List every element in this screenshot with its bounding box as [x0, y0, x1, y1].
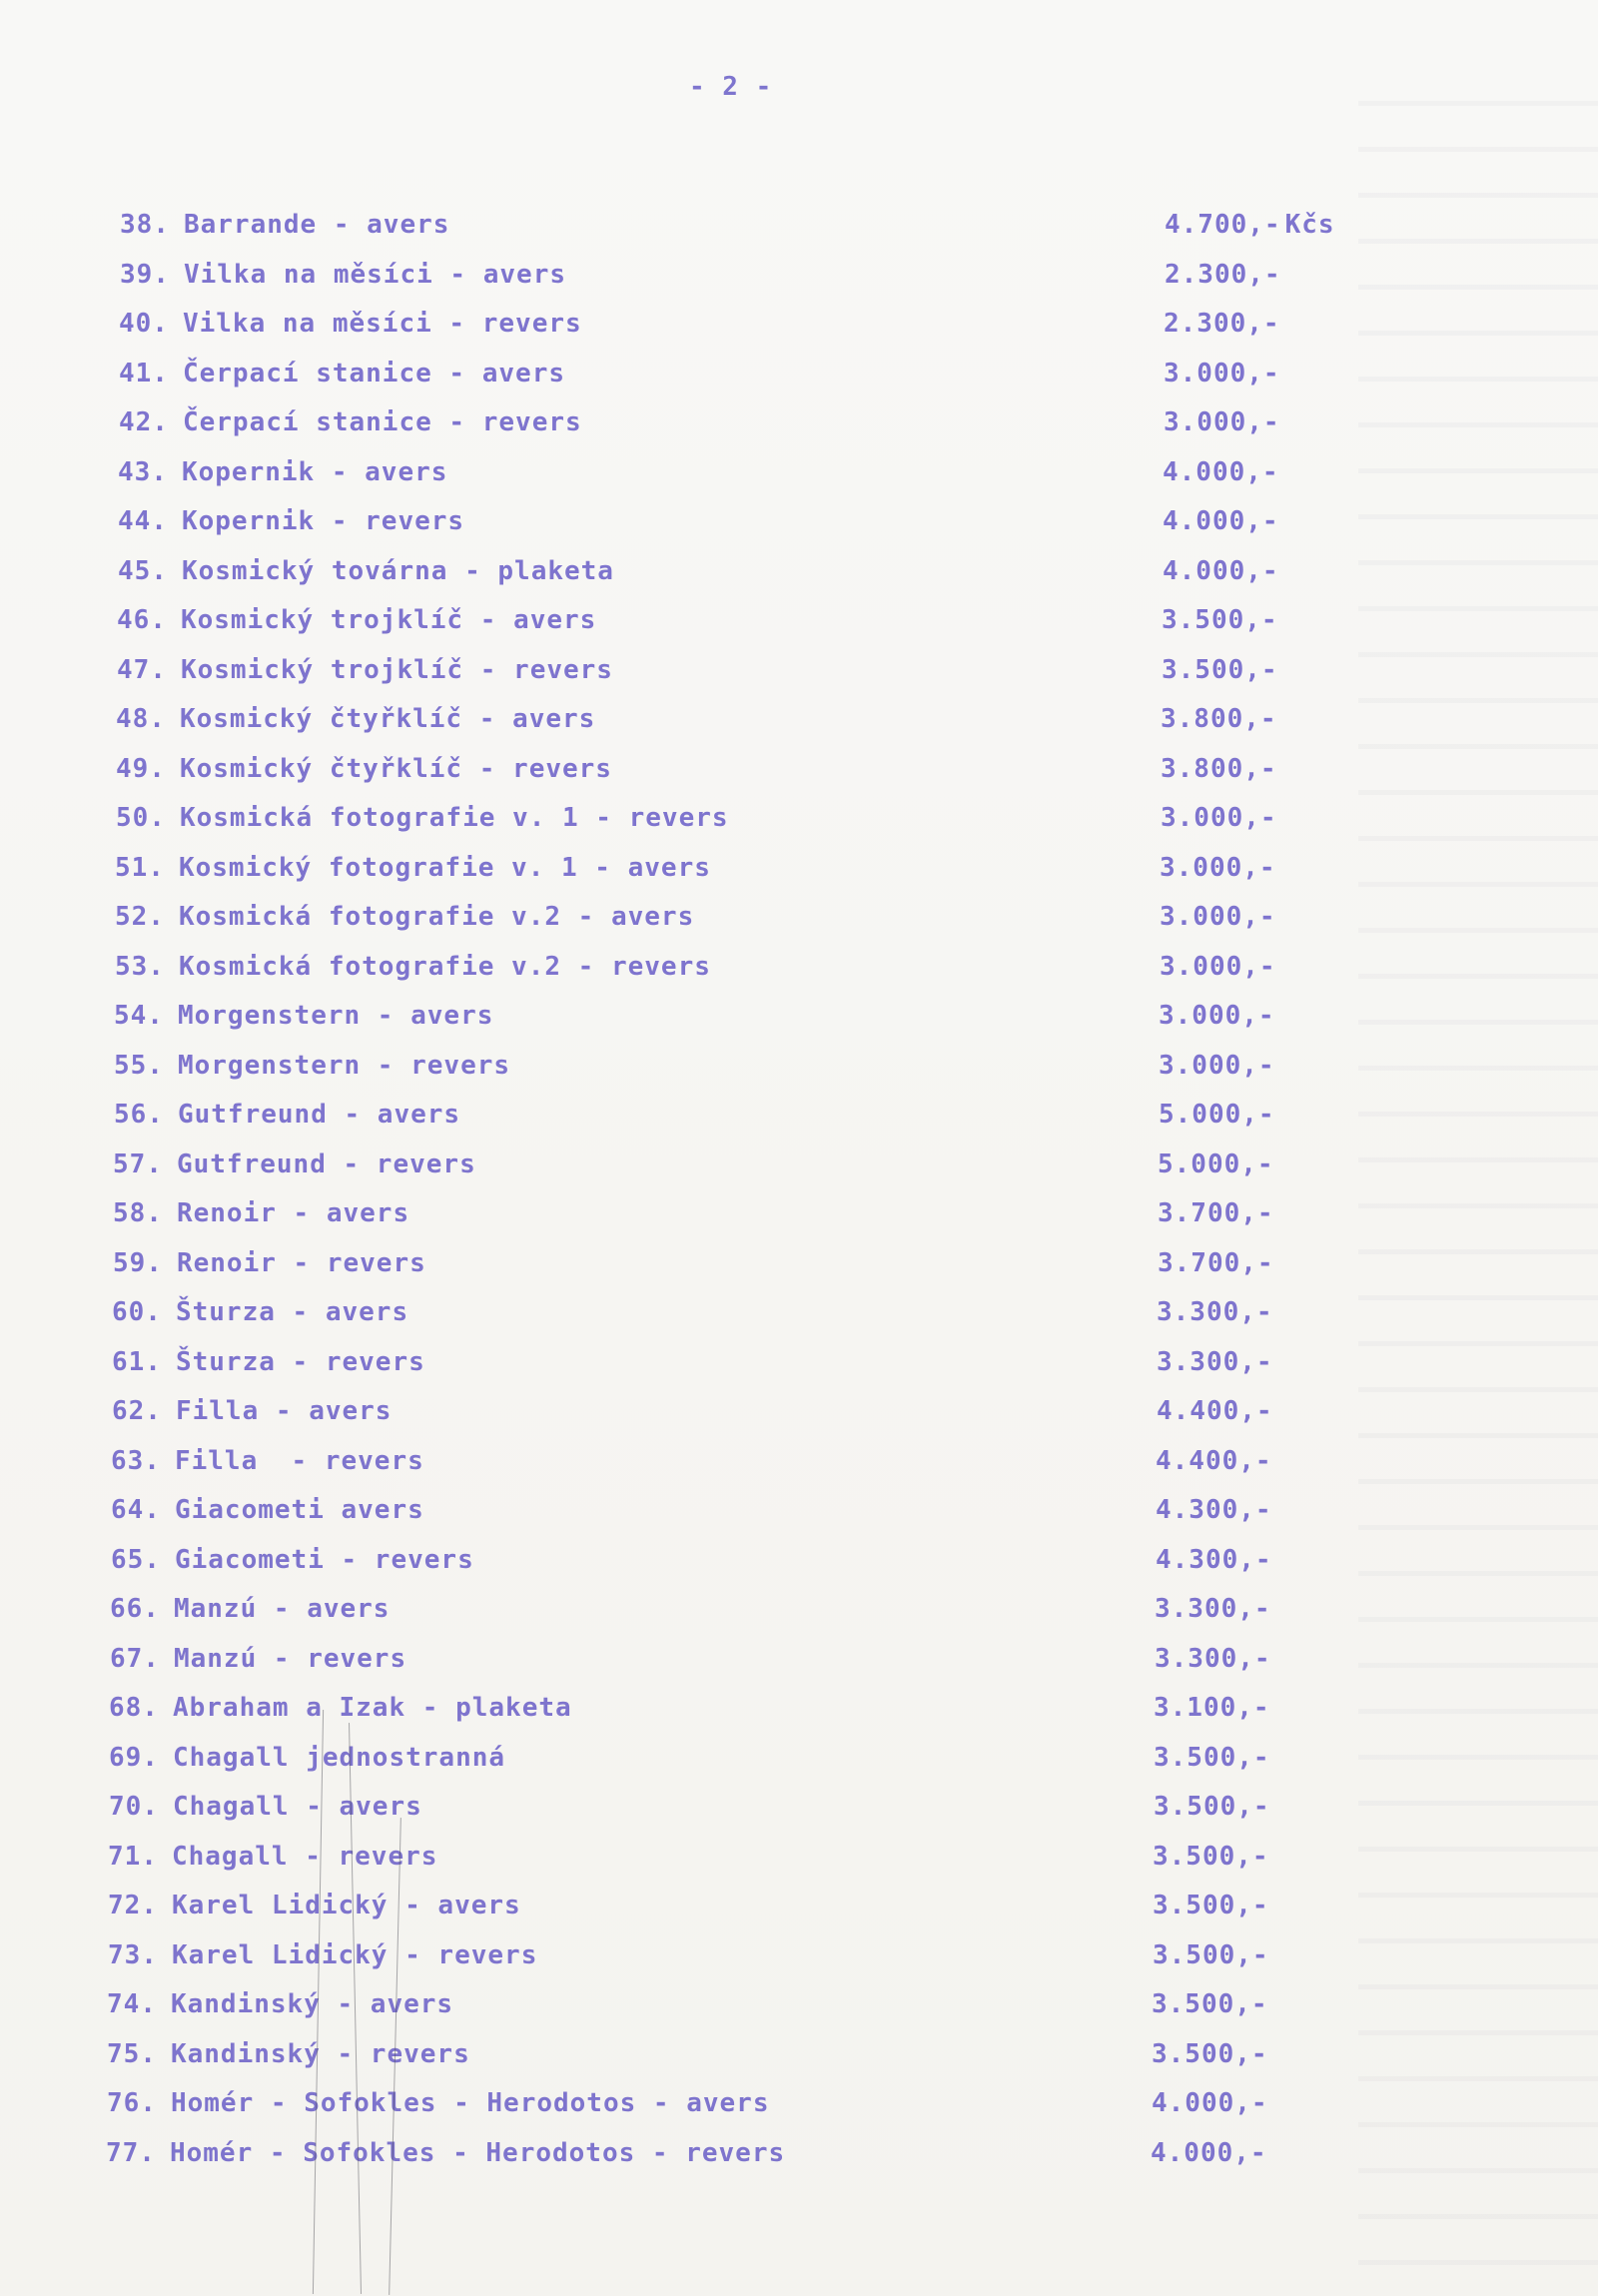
- list-item: [0, 1891, 1586, 1940]
- item-price: [1160, 952, 1276, 982]
- item-number: 39.: [120, 259, 170, 290]
- item-price: [1157, 1347, 1273, 1377]
- item-price: [1159, 1100, 1275, 1130]
- item-price: [1153, 1940, 1269, 1970]
- item-label: [106, 2138, 785, 2168]
- list-item: [0, 1693, 1587, 1743]
- item-label: [112, 1347, 425, 1377]
- item-title: Manzú - revers: [173, 1643, 407, 1674]
- list-item: [0, 556, 1596, 606]
- item-number: 43.: [118, 456, 168, 487]
- item-title: Giacometi avers: [174, 1495, 424, 1525]
- item-title: Manzú - avers: [173, 1594, 391, 1624]
- list-item: [0, 1051, 1592, 1101]
- list-item: [0, 309, 1597, 359]
- item-price-value: 3.500,-: [1162, 654, 1278, 685]
- list-item: [0, 1248, 1591, 1298]
- item-label: [118, 506, 464, 536]
- item-price-value: 4.400,-: [1157, 1396, 1273, 1426]
- item-number: 45.: [118, 555, 168, 586]
- item-price-value: 4.000,-: [1163, 555, 1279, 586]
- item-label: [119, 309, 582, 339]
- item-title: Kosmická fotografie v.2 - revers: [178, 951, 711, 982]
- item-label: [119, 359, 565, 388]
- list-item: [0, 1594, 1588, 1644]
- item-number: 46.: [117, 605, 167, 635]
- item-number: 76.: [107, 2088, 157, 2118]
- list-item: [0, 1100, 1592, 1149]
- list-item: [0, 1792, 1587, 1842]
- list-item: [0, 1198, 1591, 1248]
- list-item: [0, 2088, 1585, 2138]
- item-title: Kosmická fotografie v. 1 - revers: [179, 803, 729, 833]
- item-label: [116, 754, 612, 784]
- item-number: 77.: [106, 2137, 156, 2168]
- item-label: [107, 1989, 453, 2019]
- item-label: [108, 1891, 521, 1920]
- item-title: Chagall jednostranná: [172, 1742, 506, 1773]
- item-number: 56.: [114, 1100, 164, 1130]
- item-price-value: 3.300,-: [1155, 1594, 1271, 1624]
- item-price-value: 2.300,-: [1164, 309, 1280, 339]
- list-item: [0, 1644, 1588, 1694]
- item-price-value: 3.500,-: [1154, 1792, 1270, 1822]
- item-price: [1154, 1693, 1270, 1723]
- item-label: [111, 1495, 424, 1525]
- item-label: [118, 556, 614, 586]
- item-price-value: 4.000,-: [1163, 506, 1279, 536]
- item-price-value: 4.300,-: [1156, 1544, 1272, 1575]
- item-price: [1161, 704, 1277, 734]
- list-item: [0, 1347, 1590, 1397]
- item-label: [108, 1940, 537, 1970]
- item-price: [1156, 1545, 1272, 1575]
- item-title: Kandinský - revers: [170, 2038, 470, 2069]
- item-price-value: 3.000,-: [1160, 902, 1276, 932]
- item-number: 47.: [117, 654, 167, 685]
- item-price: [1165, 260, 1281, 290]
- item-price: [1164, 407, 1280, 437]
- item-label: [108, 1842, 437, 1872]
- item-price: [1160, 853, 1276, 883]
- item-price-value: 4.000,-: [1163, 456, 1279, 487]
- item-price: [1163, 556, 1279, 586]
- item-title: Filla - avers: [175, 1396, 393, 1426]
- item-price-value: 3.500,-: [1153, 1939, 1269, 1970]
- item-price: [1158, 1248, 1274, 1278]
- item-title: Šturza - revers: [175, 1346, 425, 1377]
- list-item: [0, 704, 1594, 754]
- item-label: [115, 902, 694, 932]
- item-number: 48.: [116, 704, 166, 734]
- item-label: [113, 1248, 426, 1278]
- item-price: [1157, 1297, 1273, 1327]
- list-item: [0, 952, 1593, 1002]
- item-number: 72.: [108, 1891, 158, 1920]
- item-price-value: 4.000,-: [1152, 2088, 1268, 2118]
- item-price: [1161, 754, 1277, 784]
- item-number: 62.: [112, 1396, 162, 1426]
- list-item: [0, 407, 1597, 457]
- item-title: Kosmický čtyřklíč - revers: [179, 753, 612, 784]
- item-title: Kopernik - revers: [181, 506, 465, 536]
- item-price-value: 2.300,-: [1165, 259, 1281, 290]
- item-label: [116, 803, 729, 833]
- item-price-value: 4.300,-: [1156, 1495, 1272, 1525]
- item-title: Giacometi - revers: [174, 1544, 474, 1575]
- item-title: Morgenstern - avers: [177, 1001, 494, 1031]
- currency-label: Kčs: [1284, 210, 1335, 240]
- list-item: [0, 506, 1596, 556]
- item-title: Kopernik - avers: [181, 456, 448, 487]
- page-number: - 2 -: [689, 72, 773, 102]
- item-price: [1160, 902, 1276, 932]
- item-price-value: 4.700,-: [1165, 210, 1281, 240]
- item-label: [119, 407, 582, 437]
- item-price-value: 3.700,-: [1158, 1198, 1274, 1228]
- item-number: 38.: [120, 210, 170, 240]
- item-title: Karel Lidický - avers: [171, 1891, 521, 1920]
- item-price-value: 3.000,-: [1161, 803, 1277, 833]
- list-item: [0, 1149, 1591, 1199]
- item-price: [1164, 359, 1280, 388]
- item-price-value: 3.100,-: [1154, 1693, 1270, 1723]
- item-label: [110, 1594, 390, 1624]
- item-title: Kosmický továrna - plaketa: [181, 555, 614, 586]
- item-price: [1162, 655, 1278, 685]
- item-label: [117, 655, 613, 685]
- item-price: [1158, 1149, 1274, 1179]
- item-label: [107, 2039, 470, 2069]
- item-number: 71.: [108, 1841, 158, 1872]
- item-label: [116, 704, 595, 734]
- item-number: 63.: [111, 1445, 161, 1476]
- list-item: [0, 457, 1596, 507]
- item-price: [1163, 506, 1279, 536]
- item-price: [1155, 1594, 1271, 1624]
- list-item: [0, 1001, 1592, 1051]
- item-price: [1157, 1396, 1273, 1426]
- item-number: 51.: [115, 852, 165, 883]
- list-item: [0, 1940, 1586, 1990]
- item-title: Homér - Sofokles - Herodotos - avers: [170, 2088, 770, 2118]
- item-price-value: 3.500,-: [1152, 2038, 1268, 2069]
- item-price: [1154, 1743, 1270, 1773]
- list-item: [0, 754, 1594, 804]
- item-label: [118, 457, 447, 487]
- item-price-value: 3.000,-: [1164, 407, 1280, 437]
- item-label: [120, 210, 449, 240]
- item-price-value: 3.300,-: [1157, 1346, 1273, 1377]
- item-price: [1158, 1198, 1274, 1228]
- item-title: Filla - revers: [174, 1445, 424, 1476]
- item-number: 54.: [114, 1001, 164, 1031]
- item-title: Homér - Sofokles - Herodotos - revers: [169, 2137, 786, 2168]
- item-number: 74.: [107, 1989, 157, 2019]
- item-title: Karel Lidický - revers: [171, 1939, 538, 1970]
- item-label: [109, 1743, 505, 1773]
- item-number: 57.: [113, 1148, 163, 1179]
- item-title: Renoir - revers: [176, 1247, 426, 1278]
- list-item: [0, 1743, 1587, 1793]
- item-label: [115, 952, 711, 982]
- item-number: 59.: [113, 1247, 163, 1278]
- item-title: Vilka na měsíci - avers: [183, 259, 566, 290]
- list-item: [0, 1842, 1586, 1892]
- item-price: [1161, 803, 1277, 833]
- item-number: 52.: [115, 902, 165, 932]
- item-number: 50.: [116, 803, 166, 833]
- item-price: [1151, 2138, 1267, 2168]
- item-title: Gutfreund - avers: [177, 1100, 461, 1130]
- item-number: 60.: [112, 1297, 162, 1327]
- item-price-value: 4.000,-: [1151, 2137, 1267, 2168]
- item-price: [1153, 1891, 1269, 1920]
- item-number: 40.: [119, 309, 169, 339]
- item-title: Gutfreund - revers: [176, 1148, 476, 1179]
- item-label: [113, 1198, 409, 1228]
- list-item: [0, 2039, 1585, 2089]
- item-label: [109, 1792, 422, 1822]
- item-number: 67.: [110, 1643, 160, 1674]
- item-price-value: 3.500,-: [1152, 1989, 1268, 2019]
- item-number: 61.: [112, 1346, 162, 1377]
- item-price: [1159, 1051, 1275, 1081]
- item-price: [1155, 1644, 1271, 1674]
- item-label: [115, 853, 711, 883]
- item-number: 44.: [118, 506, 168, 536]
- item-price: [1156, 1495, 1272, 1525]
- item-price: [1164, 309, 1280, 339]
- item-number: 53.: [115, 951, 165, 982]
- list-item: [0, 1989, 1585, 2039]
- item-label: [111, 1446, 424, 1476]
- item-price-value: 3.800,-: [1161, 753, 1277, 784]
- item-label: [113, 1149, 476, 1179]
- item-price: [1163, 457, 1279, 487]
- item-number: 68.: [109, 1693, 159, 1723]
- item-price-value: 3.700,-: [1158, 1247, 1274, 1278]
- list-item: [0, 1545, 1589, 1595]
- item-title: Kosmický trojklíč - revers: [180, 654, 613, 685]
- item-label: [114, 1001, 493, 1031]
- item-label: [107, 2088, 770, 2118]
- item-title: Vilka na měsíci - revers: [182, 309, 582, 339]
- item-price-value: 3.300,-: [1155, 1643, 1271, 1674]
- item-title: Kosmický čtyřklíč - avers: [179, 704, 596, 734]
- list-item: [0, 902, 1593, 952]
- item-number: 66.: [110, 1594, 160, 1624]
- item-title: Abraham a Izak - plaketa: [172, 1693, 572, 1723]
- item-price-value: 4.400,-: [1156, 1445, 1272, 1476]
- item-price-value: 3.300,-: [1157, 1297, 1273, 1327]
- list-item: [0, 605, 1595, 655]
- item-price-value: 3.500,-: [1162, 605, 1278, 635]
- item-title: Renoir - avers: [176, 1198, 410, 1228]
- item-label: [112, 1396, 392, 1426]
- item-price-value: 5.000,-: [1159, 1100, 1275, 1130]
- item-number: 42.: [119, 407, 169, 437]
- list-item: [0, 210, 1598, 260]
- item-label: [112, 1297, 408, 1327]
- item-price-value: 3.500,-: [1153, 1891, 1269, 1920]
- item-price-value: 3.000,-: [1164, 358, 1280, 388]
- item-title: Kosmický fotografie v. 1 - avers: [178, 852, 711, 883]
- item-price-value: 3.500,-: [1154, 1742, 1270, 1773]
- item-title: Čerpací stanice - revers: [182, 407, 582, 437]
- item-label: [120, 260, 566, 290]
- item-price-value: 3.000,-: [1160, 852, 1276, 883]
- list-item: [0, 260, 1598, 310]
- item-number: 65.: [111, 1544, 161, 1575]
- item-title: Šturza - avers: [175, 1297, 409, 1327]
- item-price-value: 3.000,-: [1160, 951, 1276, 982]
- item-price-value: 3.500,-: [1153, 1841, 1269, 1872]
- item-price-value: 3.000,-: [1159, 1050, 1275, 1081]
- item-number: 41.: [119, 358, 169, 388]
- item-number: 58.: [113, 1198, 163, 1228]
- item-label: [114, 1051, 510, 1081]
- item-price: [1162, 605, 1278, 635]
- item-price: [1153, 1842, 1269, 1872]
- item-price: [1154, 1792, 1270, 1822]
- item-label: [110, 1644, 406, 1674]
- item-title: Chagall - revers: [171, 1841, 438, 1872]
- list-item: [0, 1495, 1589, 1545]
- item-label: [109, 1693, 572, 1723]
- list-item: [0, 1396, 1590, 1446]
- item-number: 49.: [116, 753, 166, 784]
- list-item: [0, 655, 1595, 705]
- item-label: [114, 1100, 460, 1130]
- item-title: Čerpací stanice - avers: [182, 358, 565, 388]
- item-number: 70.: [109, 1792, 159, 1822]
- item-title: Chagall - avers: [172, 1792, 422, 1822]
- price-list: [0, 210, 1598, 2187]
- list-item: [0, 2138, 1584, 2188]
- item-price-value: 3.000,-: [1159, 1001, 1275, 1031]
- item-label: [117, 605, 596, 635]
- item-price: [1152, 1989, 1268, 2019]
- list-item: [0, 853, 1593, 903]
- item-number: 64.: [111, 1495, 161, 1525]
- list-item: [0, 803, 1594, 853]
- item-title: Morgenstern - revers: [177, 1050, 511, 1081]
- item-number: 73.: [108, 1939, 158, 1970]
- item-title: Kosmický trojklíč - avers: [180, 605, 597, 635]
- item-price: [1156, 1446, 1272, 1476]
- item-label: [111, 1545, 474, 1575]
- item-price: [1152, 2088, 1268, 2118]
- item-price: [1159, 1001, 1275, 1031]
- item-price-value: 5.000,-: [1158, 1148, 1274, 1179]
- item-price: [1152, 2039, 1268, 2069]
- item-title: Barrande - avers: [183, 210, 450, 240]
- list-item: [0, 359, 1597, 408]
- item-price: [1165, 210, 1335, 240]
- item-title: Kosmická fotografie v.2 - avers: [178, 902, 695, 932]
- item-price-value: 3.800,-: [1161, 704, 1277, 734]
- item-number: 69.: [109, 1742, 159, 1773]
- item-number: 75.: [107, 2038, 157, 2069]
- list-item: [0, 1297, 1590, 1347]
- item-number: 55.: [114, 1050, 164, 1081]
- item-title: Kandinský - avers: [170, 1989, 454, 2019]
- list-item: [0, 1446, 1589, 1496]
